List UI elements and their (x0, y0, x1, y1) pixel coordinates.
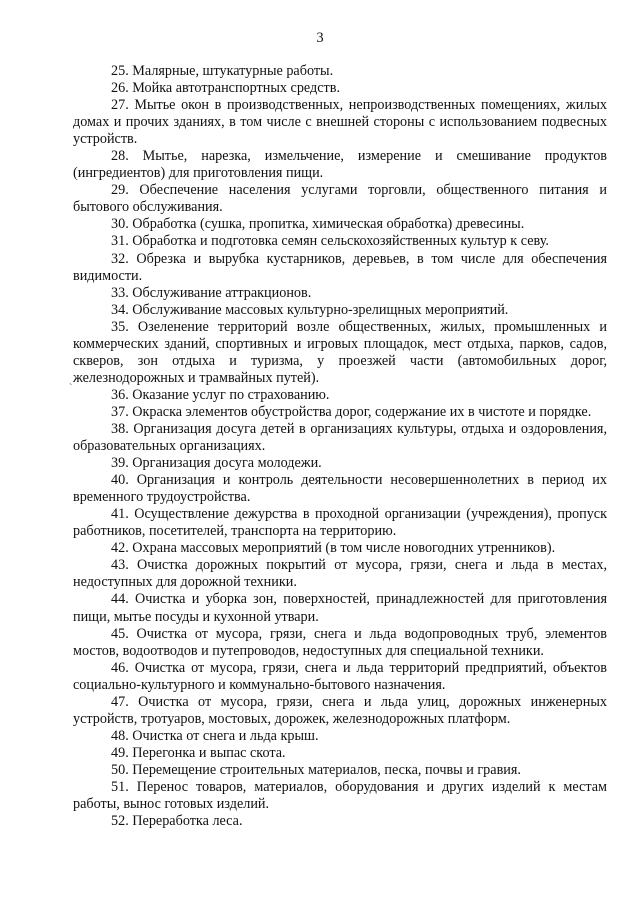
list-item: 52. Переработка леса. (111, 813, 243, 830)
document-body (73, 63, 607, 830)
list-item: 49. Перегонка и выпас скота. (111, 744, 286, 761)
list-item: 41. Осуществление дежурства в проходной организации (учреждения), пропуск работников, посетителей, транспорта на территорию. (73, 506, 607, 540)
stray-mark: ` (69, 383, 73, 394)
list-item: 30. Обработка (сушка, пропитка, химическая обработка) древесины. (111, 216, 525, 233)
list-item: 25. Малярные, штукатурные работы. (111, 63, 334, 79)
list-item: 31. Обработка и подготовка семян сельскохозяйственных культур к севу. (111, 233, 549, 250)
list-item: 39. Организация досуга молодежи. (111, 455, 322, 472)
list-item: 32. Обрезка и вырубка кустарников, деревьев, в том числе для обеспечения видимости. (73, 250, 607, 284)
list-item: 26. Мойка автотранспортных средств. (111, 80, 340, 97)
list-item: 27. Мытье окон в производственных, непроизводственных помещениях, жилых домах и прочих зданиях, в том числе с внешней стороны с использованием подвесных устройств. (73, 97, 607, 148)
list-item: 29. Обеспечение населения услугами торговли, общественного питания и бытового обслуживания. (73, 182, 607, 216)
list-item: 28. Мытье, нарезка, измельчение, измерение и смешивание продуктов (ингредиентов) для приготовления пищи. (73, 148, 607, 182)
list-item: 37. Окраска элементов обустройства дорог, содержание их в чистоте и порядке. (111, 403, 592, 420)
list-item: 34. Обслуживание массовых культурно-зрелищных мероприятий. (111, 301, 509, 318)
list-item: 38. Организация досуга детей в организациях культуры, отдыха и оздоровления, образовательных организациях. (73, 420, 607, 455)
list-item: 35. Озеленение территорий возле общественных, жилых, промышленных и коммерческих зданий, спортивных и игровых площадок, мест отдыха, парков, садов, скверов, зон отдыха и туризма, у проезжей части (автомобильных дорог, железнодорожных и трамвайных путей). (73, 318, 607, 386)
page-number: 3 (316, 30, 324, 46)
list-item: 40. Организация и контроль деятельности несовершеннолетних в период их временного трудоустройства. (73, 472, 607, 506)
list-item: 33. Обслуживание аттракционов. (111, 284, 312, 301)
list-item: 50. Перемещение строительных материалов, песка, почвы и гравия. (111, 761, 521, 778)
list-item: 48. Очистка от снега и льда крыш. (111, 727, 319, 744)
list-item: 46. Очистка от мусора, грязи, снега и льда территорий предприятий, объектов социально-культурного и коммунально-бытового назначения. (73, 659, 607, 693)
list-item: 47. Очистка от мусора, грязи, снега и льда улиц, дорожных инженерных устройств, тротуаров, мостовых, дорожек, железнодорожных платформ. (73, 693, 607, 727)
list-item: 45. Очистка от мусора, грязи, снега и льда водопроводных труб, элементов мостов, водоотводов и путепроводов, недоступных для специальной техники. (73, 625, 607, 659)
list-item: 36. Оказание услуг по страхованию. (111, 386, 330, 403)
list-item: 51. Перенос товаров, материалов, оборудования и других изделий к местам работы, вынос готовых изделий. (73, 778, 607, 813)
list-item: 44. Очистка и уборка зон, поверхностей, принадлежностей для приготовления пищи, мытье посуды и кухонной утвари. (73, 591, 607, 625)
list-item: 42. Охрана массовых мероприятий (в том числе новогодних утренников). (111, 540, 556, 557)
list-item: 43. Очистка дорожных покрытий от мусора, грязи, снега и льда в местах, недоступных для дорожной техники. (73, 557, 607, 591)
